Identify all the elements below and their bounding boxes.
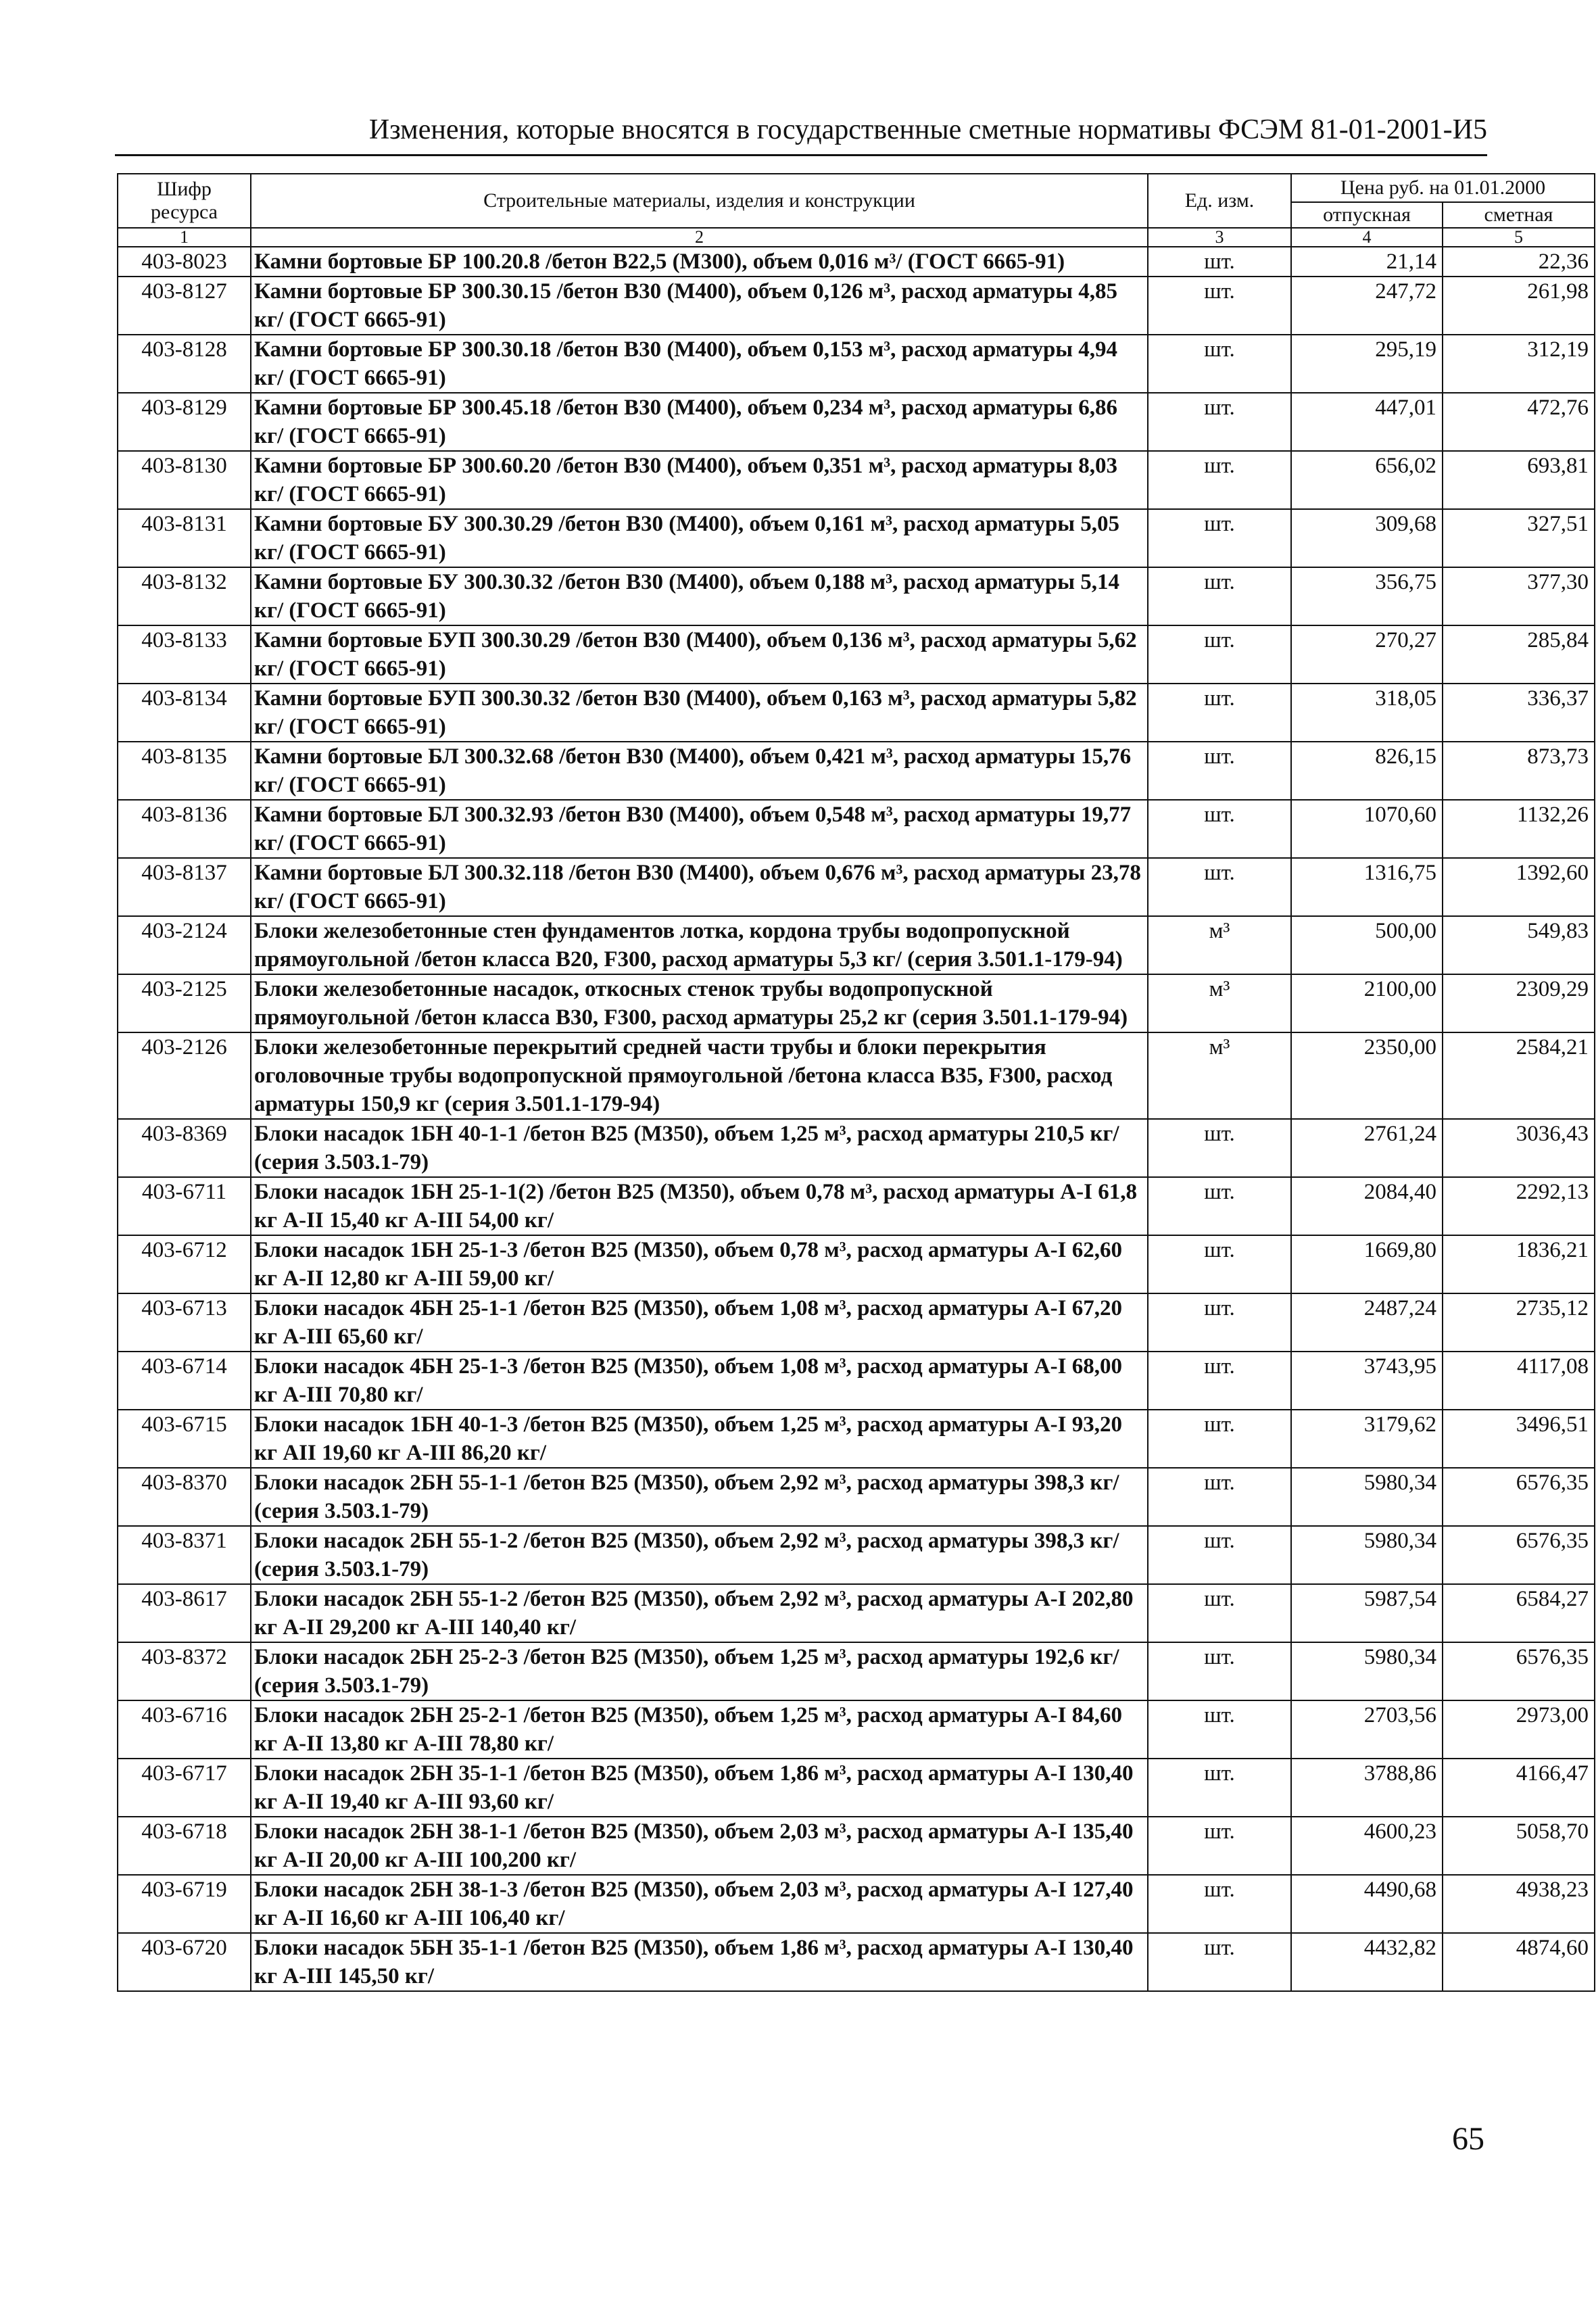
- unit-of-measure: шт.: [1148, 1817, 1291, 1875]
- material-name: Блоки насадок 2БН 35-1-1 /бетон В25 (М350), объем 1,86 м³, расход арматуры А-I 130,40 кг А-II 19,40 кг А-III 93,60 кг/: [251, 1759, 1148, 1817]
- resource-code: 403-6712: [118, 1235, 251, 1293]
- col-number-3: 3: [1148, 228, 1291, 247]
- table-row: [118, 567, 1595, 625]
- resource-code: 403-2126: [118, 1032, 251, 1119]
- release-price: 1070,60: [1291, 800, 1443, 858]
- unit-of-measure: шт.: [1148, 1293, 1291, 1352]
- page-number: 65: [1452, 2121, 1484, 2157]
- estimate-price: 549,83: [1443, 916, 1595, 974]
- resource-code: 403-8136: [118, 800, 251, 858]
- table-row: [118, 393, 1595, 451]
- resource-code: 403-8128: [118, 335, 251, 393]
- table-row: [118, 1468, 1595, 1526]
- unit-of-measure: м³: [1148, 974, 1291, 1032]
- estimate-price: 2309,29: [1443, 974, 1595, 1032]
- table-row: [118, 1526, 1595, 1584]
- release-price: 295,19: [1291, 335, 1443, 393]
- estimate-price: 873,73: [1443, 742, 1595, 800]
- unit-of-measure: шт.: [1148, 247, 1291, 277]
- release-price: 1669,80: [1291, 1235, 1443, 1293]
- unit-of-measure: шт.: [1148, 451, 1291, 509]
- estimate-price: 2584,21: [1443, 1032, 1595, 1119]
- table-row: [118, 858, 1595, 916]
- release-price: 656,02: [1291, 451, 1443, 509]
- estimate-price: 6576,35: [1443, 1526, 1595, 1584]
- estimate-price: 22,36: [1443, 247, 1595, 277]
- table-row: [118, 1642, 1595, 1700]
- col-number-5: 5: [1443, 228, 1595, 247]
- material-name: Блоки насадок 5БН 35-1-1 /бетон В25 (М350), объем 1,86 м³, расход арматуры А-I 130,40 кг А-III 145,50 кг/: [251, 1933, 1148, 1991]
- material-name: Камни бортовые БУ 300.30.32 /бетон В30 (М400), объем 0,188 м³, расход арматуры 5,14 кг/ (ГОСТ 6665-91): [251, 567, 1148, 625]
- table-row: [118, 1235, 1595, 1293]
- material-name: Блоки железобетонные перекрытий средней части трубы и блоки перекрытия оголовочные трубы водопропускной прямоугольной /бетона класса В35, F300, расход арматуры 150,9 кг (серия 3.501.1-179-94): [251, 1032, 1148, 1119]
- resource-code: 403-8130: [118, 451, 251, 509]
- resource-code: 403-2124: [118, 916, 251, 974]
- col-number-4: 4: [1291, 228, 1443, 247]
- release-price: 2703,56: [1291, 1700, 1443, 1759]
- release-price: 2487,24: [1291, 1293, 1443, 1352]
- material-name: Блоки насадок 2БН 38-1-1 /бетон В25 (М350), объем 2,03 м³, расход арматуры А-I 135,40 кг А-II 20,00 кг А-III 100,200 кг/: [251, 1817, 1148, 1875]
- estimate-price: 1132,26: [1443, 800, 1595, 858]
- table-row: [118, 800, 1595, 858]
- release-price: 447,01: [1291, 393, 1443, 451]
- estimate-price: 312,19: [1443, 335, 1595, 393]
- unit-of-measure: шт.: [1148, 1526, 1291, 1584]
- table-row: [118, 1352, 1595, 1410]
- resource-code: 403-8129: [118, 393, 251, 451]
- table-row: [118, 335, 1595, 393]
- resource-code: 403-6718: [118, 1817, 251, 1875]
- material-name: Блоки насадок 2БН 25-2-3 /бетон В25 (М350), объем 1,25 м³, расход арматуры 192,6 кг/ (серия 3.503.1-79): [251, 1642, 1148, 1700]
- materials-table: [117, 173, 1595, 1992]
- table-row: [118, 1584, 1595, 1642]
- unit-of-measure: м³: [1148, 1032, 1291, 1119]
- estimate-price: 327,51: [1443, 509, 1595, 567]
- material-name: Камни бортовые БУП 300.30.29 /бетон В30 (М400), объем 0,136 м³, расход арматуры 5,62 кг/ (ГОСТ 6665-91): [251, 625, 1148, 684]
- release-price: 3743,95: [1291, 1352, 1443, 1410]
- unit-of-measure: шт.: [1148, 1700, 1291, 1759]
- table-row: [118, 1933, 1595, 1991]
- release-price: 826,15: [1291, 742, 1443, 800]
- release-price: 4490,68: [1291, 1875, 1443, 1933]
- table-row: [118, 1032, 1595, 1119]
- col-number-1: 1: [118, 228, 251, 247]
- resource-code: 403-8134: [118, 684, 251, 742]
- table-row: [118, 684, 1595, 742]
- release-price: 2084,40: [1291, 1177, 1443, 1235]
- col-unit-header: Ед. изм.: [1148, 174, 1291, 228]
- release-price: 356,75: [1291, 567, 1443, 625]
- unit-of-measure: шт.: [1148, 742, 1291, 800]
- estimate-price: 693,81: [1443, 451, 1595, 509]
- unit-of-measure: шт.: [1148, 1235, 1291, 1293]
- resource-code: 403-8131: [118, 509, 251, 567]
- release-price: 2350,00: [1291, 1032, 1443, 1119]
- release-price: 2100,00: [1291, 974, 1443, 1032]
- unit-of-measure: шт.: [1148, 800, 1291, 858]
- release-price: 5987,54: [1291, 1584, 1443, 1642]
- estimate-price: 4938,23: [1443, 1875, 1595, 1933]
- resource-code: 403-6711: [118, 1177, 251, 1235]
- resource-code: 403-8617: [118, 1584, 251, 1642]
- material-name: Камни бортовые БР 300.45.18 /бетон В30 (М400), объем 0,234 м³, расход арматуры 6,86 кг/ (ГОСТ 6665-91): [251, 393, 1148, 451]
- estimate-price: 3036,43: [1443, 1119, 1595, 1177]
- col-name-header: Строительные материалы, изделия и конструкции: [251, 174, 1148, 228]
- resource-code: 403-2125: [118, 974, 251, 1032]
- material-name: Блоки железобетонные стен фундаментов лотка, кордона трубы водопропускной прямоугольной /бетон класса В20, F300, расход арматуры 5,3 кг/ (серия 3.501.1-179-94): [251, 916, 1148, 974]
- resource-code: 403-8023: [118, 247, 251, 277]
- estimate-price: 1392,60: [1443, 858, 1595, 916]
- unit-of-measure: шт.: [1148, 1468, 1291, 1526]
- unit-of-measure: шт.: [1148, 1933, 1291, 1991]
- material-name: Блоки насадок 2БН 55-1-2 /бетон В25 (М350), объем 2,92 м³, расход арматуры 398,3 кг/ (серия 3.503.1-79): [251, 1526, 1148, 1584]
- release-price: 5980,34: [1291, 1642, 1443, 1700]
- material-name: Блоки насадок 1БН 40-1-1 /бетон В25 (М350), объем 1,25 м³, расход арматуры 210,5 кг/ (серия 3.503.1-79): [251, 1119, 1148, 1177]
- unit-of-measure: шт.: [1148, 858, 1291, 916]
- estimate-price: 4166,47: [1443, 1759, 1595, 1817]
- unit-of-measure: шт.: [1148, 1584, 1291, 1642]
- estimate-price: 1836,21: [1443, 1235, 1595, 1293]
- estimate-price: 2973,00: [1443, 1700, 1595, 1759]
- material-name: Блоки насадок 1БН 25-1-1(2) /бетон В25 (М350), объем 0,78 м³, расход арматуры А-I 61,8 кг А-II 15,40 кг А-III 54,00 кг/: [251, 1177, 1148, 1235]
- material-name: Камни бортовые БЛ 300.32.118 /бетон В30 (М400), объем 0,676 м³, расход арматуры 23,78 кг/ (ГОСТ 6665-91): [251, 858, 1148, 916]
- material-name: Камни бортовые БЛ 300.32.93 /бетон В30 (М400), объем 0,548 м³, расход арматуры 19,77 кг/ (ГОСТ 6665-91): [251, 800, 1148, 858]
- release-price: 21,14: [1291, 247, 1443, 277]
- resource-code: 403-8132: [118, 567, 251, 625]
- col-release-header: отпускная: [1291, 202, 1443, 228]
- unit-of-measure: шт.: [1148, 1875, 1291, 1933]
- unit-of-measure: шт.: [1148, 393, 1291, 451]
- estimate-price: 6576,35: [1443, 1468, 1595, 1526]
- release-price: 2761,24: [1291, 1119, 1443, 1177]
- table-row: [118, 277, 1595, 335]
- estimate-price: 2735,12: [1443, 1293, 1595, 1352]
- material-name: Камни бортовые БЛ 300.32.68 /бетон В30 (М400), объем 0,421 м³, расход арматуры 15,76 кг/ (ГОСТ 6665-91): [251, 742, 1148, 800]
- estimate-price: 6576,35: [1443, 1642, 1595, 1700]
- release-price: 309,68: [1291, 509, 1443, 567]
- resource-code: 403-8370: [118, 1468, 251, 1526]
- resource-code: 403-6716: [118, 1700, 251, 1759]
- resource-code: 403-8371: [118, 1526, 251, 1584]
- release-price: 247,72: [1291, 277, 1443, 335]
- release-price: 4432,82: [1291, 1933, 1443, 1991]
- col-code-header: Шифр ресурса: [118, 174, 251, 228]
- release-price: 270,27: [1291, 625, 1443, 684]
- estimate-price: 261,98: [1443, 277, 1595, 335]
- unit-of-measure: шт.: [1148, 1352, 1291, 1410]
- table-row: [118, 1759, 1595, 1817]
- table-row: [118, 1177, 1595, 1235]
- resource-code: 403-8369: [118, 1119, 251, 1177]
- release-price: 5980,34: [1291, 1468, 1443, 1526]
- material-name: Блоки железобетонные насадок, откосных стенок трубы водопропускной прямоугольной /бетон класса В30, F300, расход арматуры 25,2 кг (серия 3.501.1-179-94): [251, 974, 1148, 1032]
- release-price: 5980,34: [1291, 1526, 1443, 1584]
- material-name: Блоки насадок 1БН 25-1-3 /бетон В25 (М350), объем 0,78 м³, расход арматуры А-I 62,60 кг А-II 12,80 кг А-III 59,00 кг/: [251, 1235, 1148, 1293]
- unit-of-measure: шт.: [1148, 1177, 1291, 1235]
- material-name: Блоки насадок 2БН 38-1-3 /бетон В25 (М350), объем 2,03 м³, расход арматуры А-I 127,40 кг А-II 16,60 кг А-III 106,40 кг/: [251, 1875, 1148, 1933]
- release-price: 4600,23: [1291, 1817, 1443, 1875]
- estimate-price: 472,76: [1443, 393, 1595, 451]
- resource-code: 403-6720: [118, 1933, 251, 1991]
- resource-code: 403-8133: [118, 625, 251, 684]
- estimate-price: 377,30: [1443, 567, 1595, 625]
- unit-of-measure: шт.: [1148, 1410, 1291, 1468]
- material-name: Камни бортовые БУП 300.30.32 /бетон В30 (М400), объем 0,163 м³, расход арматуры 5,82 кг/ (ГОСТ 6665-91): [251, 684, 1148, 742]
- table-row: [118, 974, 1595, 1032]
- estimate-price: 4874,60: [1443, 1933, 1595, 1991]
- material-name: Блоки насадок 2БН 25-2-1 /бетон В25 (М350), объем 1,25 м³, расход арматуры А-I 84,60 кг А-II 13,80 кг А-III 78,80 кг/: [251, 1700, 1148, 1759]
- table-row: [118, 247, 1595, 277]
- table-row: [118, 509, 1595, 567]
- unit-of-measure: шт.: [1148, 567, 1291, 625]
- resource-code: 403-8135: [118, 742, 251, 800]
- table-row: [118, 1293, 1595, 1352]
- estimate-price: 285,84: [1443, 625, 1595, 684]
- material-name: Камни бортовые БР 300.60.20 /бетон В30 (М400), объем 0,351 м³, расход арматуры 8,03 кг/ (ГОСТ 6665-91): [251, 451, 1148, 509]
- material-name: Камни бортовые БР 100.20.8 /бетон В22,5 (М300), объем 0,016 м³/ (ГОСТ 6665-91): [251, 247, 1148, 277]
- table-body: [118, 247, 1595, 1991]
- material-name: Блоки насадок 2БН 55-1-2 /бетон В25 (М350), объем 2,92 м³, расход арматуры А-I 202,80 кг А-II 29,200 кг А-III 140,40 кг/: [251, 1584, 1148, 1642]
- unit-of-measure: шт.: [1148, 684, 1291, 742]
- resource-code: 403-8127: [118, 277, 251, 335]
- table-row: [118, 1119, 1595, 1177]
- material-name: Блоки насадок 4БН 25-1-3 /бетон В25 (М350), объем 1,08 м³, расход арматуры А-I 68,00 кг А-III 70,80 кг/: [251, 1352, 1148, 1410]
- material-name: Блоки насадок 4БН 25-1-1 /бетон В25 (М350), объем 1,08 м³, расход арматуры А-I 67,20 кг А-III 65,60 кг/: [251, 1293, 1148, 1352]
- resource-code: 403-6717: [118, 1759, 251, 1817]
- page-header: Изменения, которые вносятся в государственные сметные нормативы ФСЭМ 81-01-2001-И5: [115, 114, 1487, 156]
- unit-of-measure: шт.: [1148, 1642, 1291, 1700]
- estimate-price: 336,37: [1443, 684, 1595, 742]
- col-number-2: 2: [251, 228, 1148, 247]
- material-name: Блоки насадок 1БН 40-1-3 /бетон В25 (М350), объем 1,25 м³, расход арматуры А-I 93,20 кг АII 19,60 кг А-III 86,20 кг/: [251, 1410, 1148, 1468]
- estimate-price: 5058,70: [1443, 1817, 1595, 1875]
- unit-of-measure: шт.: [1148, 335, 1291, 393]
- estimate-price: 6584,27: [1443, 1584, 1595, 1642]
- release-price: 3179,62: [1291, 1410, 1443, 1468]
- table-row: [118, 1410, 1595, 1468]
- release-price: 500,00: [1291, 916, 1443, 974]
- col-price-header: Цена руб. на 01.01.2000: [1291, 174, 1595, 202]
- material-name: Камни бортовые БР 300.30.18 /бетон В30 (М400), объем 0,153 м³, расход арматуры 4,94 кг/ (ГОСТ 6665-91): [251, 335, 1148, 393]
- unit-of-measure: шт.: [1148, 509, 1291, 567]
- release-price: 318,05: [1291, 684, 1443, 742]
- release-price: 3788,86: [1291, 1759, 1443, 1817]
- table-row: [118, 1817, 1595, 1875]
- material-name: Камни бортовые БР 300.30.15 /бетон В30 (М400), объем 0,126 м³, расход арматуры 4,85 кг/ (ГОСТ 6665-91): [251, 277, 1148, 335]
- table-row: [118, 916, 1595, 974]
- unit-of-measure: шт.: [1148, 1119, 1291, 1177]
- resource-code: 403-6719: [118, 1875, 251, 1933]
- estimate-price: 4117,08: [1443, 1352, 1595, 1410]
- resource-code: 403-8137: [118, 858, 251, 916]
- resource-code: 403-8372: [118, 1642, 251, 1700]
- table-row: [118, 1875, 1595, 1933]
- table-row: [118, 1700, 1595, 1759]
- table-row: [118, 742, 1595, 800]
- material-name: Камни бортовые БУ 300.30.29 /бетон В30 (М400), объем 0,161 м³, расход арматуры 5,05 кг/ (ГОСТ 6665-91): [251, 509, 1148, 567]
- resource-code: 403-6714: [118, 1352, 251, 1410]
- table-row: [118, 451, 1595, 509]
- table-row: [118, 625, 1595, 684]
- unit-of-measure: шт.: [1148, 277, 1291, 335]
- unit-of-measure: м³: [1148, 916, 1291, 974]
- unit-of-measure: шт.: [1148, 1759, 1291, 1817]
- unit-of-measure: шт.: [1148, 625, 1291, 684]
- estimate-price: 3496,51: [1443, 1410, 1595, 1468]
- material-name: Блоки насадок 2БН 55-1-1 /бетон В25 (М350), объем 2,92 м³, расход арматуры 398,3 кг/ (серия 3.503.1-79): [251, 1468, 1148, 1526]
- estimate-price: 2292,13: [1443, 1177, 1595, 1235]
- resource-code: 403-6715: [118, 1410, 251, 1468]
- release-price: 1316,75: [1291, 858, 1443, 916]
- col-estimate-header: сметная: [1443, 202, 1595, 228]
- resource-code: 403-6713: [118, 1293, 251, 1352]
